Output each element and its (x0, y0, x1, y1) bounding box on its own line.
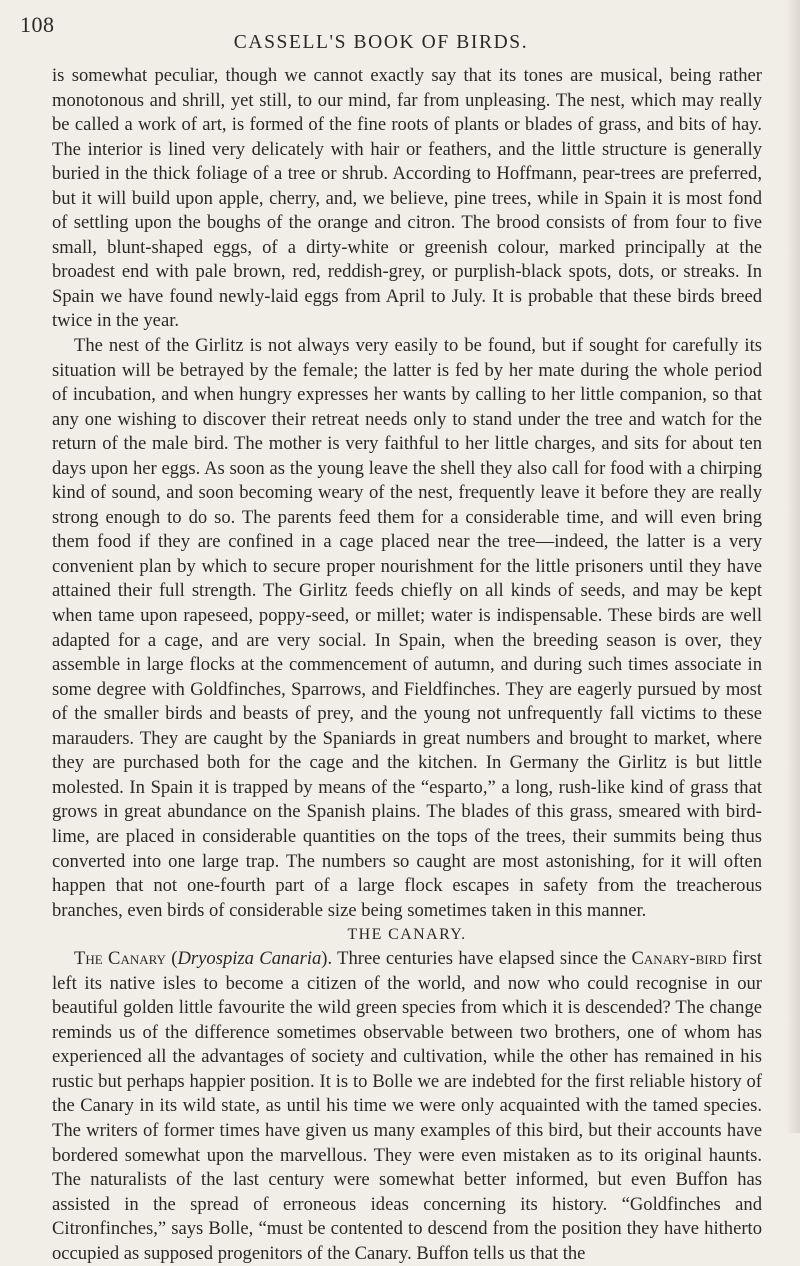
page-header (20, 12, 742, 52)
paragraph-nest: is somewhat peculiar, though we cannot exactly say that its tones are musical, being rather monotonous and shrill, yet still, to our mind, far from unpleasing. The nest, which may really be called a work of art, is formed of the fine roots of plants or blades of grass, and bits of hay. The interior is lined very delicately with hair or feathers, and the little structure is generally buried in the thick foliage of a tree or shrub. According to Hoffmann, pear-trees are preferred, but it will build upon apple, cherry, and, we believe, pine trees, while in Spain it is most fond of settling upon the boughs of the orange and citron. The brood consists of from four to five small, blunt-shaped eggs, of a dirty-white or greenish colour, marked principally at the broadest end with pale brown, red, reddish-grey, or purplish-black spots, dots, or streaks. In Spain we have found newly-laid eggs from April to July. It is probable that these birds breed twice in the year. (52, 65, 762, 332)
latin-name: Dryospiza Canaria (177, 948, 322, 970)
page-number: 108 (20, 12, 55, 37)
canary-bird-name: Canary-bird (631, 948, 727, 970)
running-head: CASSELL'S BOOK OF BIRDS. (233, 32, 529, 53)
canary-intro: ). Three centuries have elapsed since the (321, 948, 632, 970)
section-title: THE CANARY. (347, 926, 467, 944)
page-edge-shadow (786, 0, 800, 1133)
paragraph-canary (52, 947, 762, 1266)
canary-lead: The Canary (74, 948, 166, 970)
paragraph-girlitz: The nest of the Girlitz is not always very easily to be found, but if sought for carefully its situation will be betrayed by the female; the latter is fed by her mate during the whole period of incubation, and when hungry expresses her wants by calling to her little companion, so that any one wishing to discover their retreat needs only to stand under the tree and watch for the return of the male bird. The mother is very faithful to her little charges, and sits for about ten days upon her eggs. As soon as the young leave the shell they also call for food with a chirping kind of sound, and soon becoming weary of the nest, frequently leave it before they are really strong enough to do so. The parents feed them for a considerable time, and will even bring them food if they are confined in a cage placed near the tree—indeed, the latter is a very convenient plan by which to secure proper nourishment for the little prisoners until they have attained their full strength. The Girlitz feeds chiefly on all kinds of seeds, and may be kept when tame upon rapeseed, poppy-seed, or millet; water is indispensable. These birds are well adapted for a cage, and are very social. In Spain, when the breeding season is over, they assemble in large flocks at the commencement of autumn, and during such times associate in some degree with Goldfinches, Sparrows, and Fieldfinches. They are eagerly pursued by most of the smaller birds and beasts of prey, and the young not unfrequently fall victims to these marauders. They are caught by the Spaniards in great numbers and brought to market, where they are purchased both for the cage and the kitchen. In Germany the Girlitz is but little molested. In Spain it is trapped by means of the “esparto,” a long, rush-like kind of grass that grows in great abundance on the Spanish plains. The blades of this grass, smeared with bird-lime, are placed in considerable quantities on the tops of the trees, their summits being thus converted into one large trap. The numbers so caught are most astonishing, for it will often happen that not one-fourth part of a large flock escapes in safety from the treacherous branches, even birds of considerable size being sometimes taken in this manner. (52, 335, 762, 921)
body-text (52, 64, 762, 1266)
canary-open-paren: ( (165, 948, 178, 970)
canary-body: first left its native isles to become a citizen of the world, and now who could recognise in our beautiful golden little favourite the wild green species from which it is descended? The change reminds us of the difference sometimes observable between two brothers, one of whom has experienced all the advantages of society and cultivation, while the other has remained in his rustic but perhaps happier position. It is to Bolle we are indebted for the first reliable history of the Canary in its wild state, as until his time we were only acquainted with the tamed species. The writers of former times have given us many examples of this bird, but their accounts have bordered somewhat upon the marvellous. They were even mistaken as to its original haunts. The naturalists of the last century were somewhat better informed, but even Buffon has assisted in the spread of erroneous ideas concerning its history. “Goldfinches and Citronfinches,” says Bolle, “must be contented to descend from the position they have hitherto occupied as supposed progenitors of the Canary. Buffon tells us that the (52, 948, 762, 1264)
